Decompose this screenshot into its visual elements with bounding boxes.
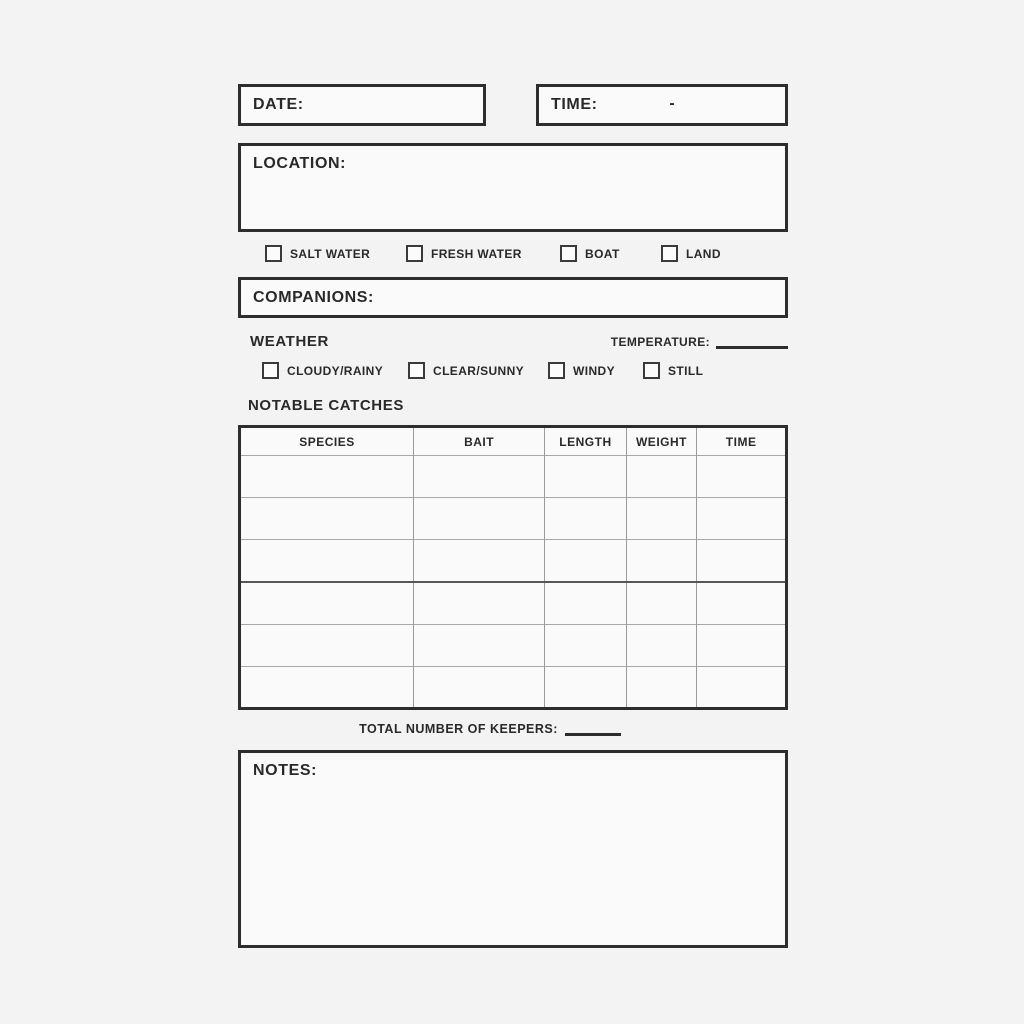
fishing-log-form — [238, 84, 788, 948]
table-cell[interactable] — [626, 624, 697, 666]
checkbox-label: FRESH WATER — [431, 246, 522, 261]
table-cell[interactable] — [697, 540, 787, 582]
checkbox-icon[interactable] — [548, 362, 565, 379]
weather-section-header — [238, 333, 788, 351]
table-cell[interactable] — [697, 666, 787, 708]
table-cell[interactable] — [697, 624, 787, 666]
checkbox-still[interactable] — [643, 362, 703, 379]
checkbox-clear-sunny[interactable] — [408, 362, 524, 379]
checkbox-label: STILL — [668, 363, 704, 378]
checkbox-windy[interactable] — [548, 362, 615, 379]
keepers-blank-field[interactable] — [565, 724, 621, 736]
companions-label: COMPANIONS: — [253, 289, 374, 306]
table-cell[interactable] — [413, 456, 544, 498]
table-cell[interactable] — [413, 498, 544, 540]
checkbox-label: CLEAR/SUNNY — [433, 363, 525, 378]
table-cell[interactable] — [413, 666, 544, 708]
table-cell[interactable] — [697, 582, 787, 624]
notes-label: NOTES: — [253, 762, 318, 779]
table-row — [240, 540, 787, 582]
keepers-row — [238, 722, 742, 736]
checkbox-fresh-water[interactable] — [406, 245, 522, 262]
checkbox-icon[interactable] — [408, 362, 425, 379]
temperature-blank-field[interactable] — [716, 337, 788, 349]
table-cell[interactable] — [240, 624, 414, 666]
table-cell[interactable] — [626, 666, 697, 708]
checkbox-label: SALT WATER — [290, 246, 371, 261]
table-row — [240, 582, 787, 624]
table-row — [240, 666, 787, 708]
date-label: DATE: — [253, 96, 304, 113]
checkbox-label: WINDY — [573, 363, 615, 378]
keepers-label: TOTAL NUMBER OF KEEPERS: — [359, 722, 558, 736]
checkbox-icon[interactable] — [265, 245, 282, 262]
table-cell[interactable] — [240, 498, 414, 540]
table-cell[interactable] — [626, 540, 697, 582]
table-row — [240, 456, 787, 498]
notable-catches-heading: NOTABLE CATCHES — [248, 397, 404, 414]
table-cell[interactable] — [413, 582, 544, 624]
table-cell[interactable] — [626, 456, 697, 498]
table-header-row — [240, 427, 787, 456]
checkbox-label: CLOUDY/RAINY — [287, 363, 384, 378]
column-header-time: TIME — [697, 427, 787, 456]
notable-catches-table — [238, 425, 788, 710]
checkbox-label: LAND — [686, 246, 721, 261]
table-cell[interactable] — [240, 456, 414, 498]
table-cell[interactable] — [697, 498, 787, 540]
weather-heading: WEATHER — [250, 333, 329, 350]
table-cell[interactable] — [545, 582, 627, 624]
table-cell[interactable] — [626, 582, 697, 624]
table-cell[interactable] — [240, 582, 414, 624]
checkbox-icon[interactable] — [262, 362, 279, 379]
checkbox-label: BOAT — [585, 246, 620, 261]
table-cell[interactable] — [626, 498, 697, 540]
table-cell[interactable] — [545, 498, 627, 540]
checkbox-icon[interactable] — [406, 245, 423, 262]
checkbox-icon[interactable] — [661, 245, 678, 262]
table-row — [240, 498, 787, 540]
table-cell[interactable] — [545, 666, 627, 708]
date-field[interactable] — [238, 84, 486, 126]
table-cell[interactable] — [545, 624, 627, 666]
checkbox-icon[interactable] — [560, 245, 577, 262]
temperature-label: TEMPERATURE: — [610, 335, 710, 349]
time-label: TIME: — [551, 96, 598, 113]
temperature-group — [611, 335, 788, 349]
time-field[interactable] — [536, 84, 788, 126]
weather-options — [238, 362, 788, 380]
table-cell[interactable] — [545, 456, 627, 498]
location-field[interactable] — [238, 143, 788, 232]
table-cell[interactable] — [413, 540, 544, 582]
table-cell[interactable] — [240, 666, 414, 708]
column-header-length: LENGTH — [545, 427, 627, 456]
location-label: LOCATION: — [253, 155, 347, 172]
table-cell[interactable] — [545, 540, 627, 582]
notes-field[interactable] — [238, 750, 788, 948]
checkbox-land[interactable] — [661, 245, 721, 262]
column-header-bait: BAIT — [413, 427, 544, 456]
table-row — [240, 624, 787, 666]
checkbox-cloudy-rainy[interactable] — [262, 362, 383, 379]
companions-field[interactable] — [238, 277, 788, 318]
table-cell[interactable] — [240, 540, 414, 582]
column-header-species: SPECIES — [299, 434, 355, 449]
water-type-options — [238, 245, 788, 263]
time-range-separator: - — [669, 95, 675, 112]
table-cell[interactable] — [697, 456, 787, 498]
checkbox-icon[interactable] — [643, 362, 660, 379]
checkbox-salt-water[interactable] — [265, 245, 370, 262]
column-header-weight: WEIGHT — [626, 427, 697, 456]
table-cell[interactable] — [413, 624, 544, 666]
checkbox-boat[interactable] — [560, 245, 620, 262]
